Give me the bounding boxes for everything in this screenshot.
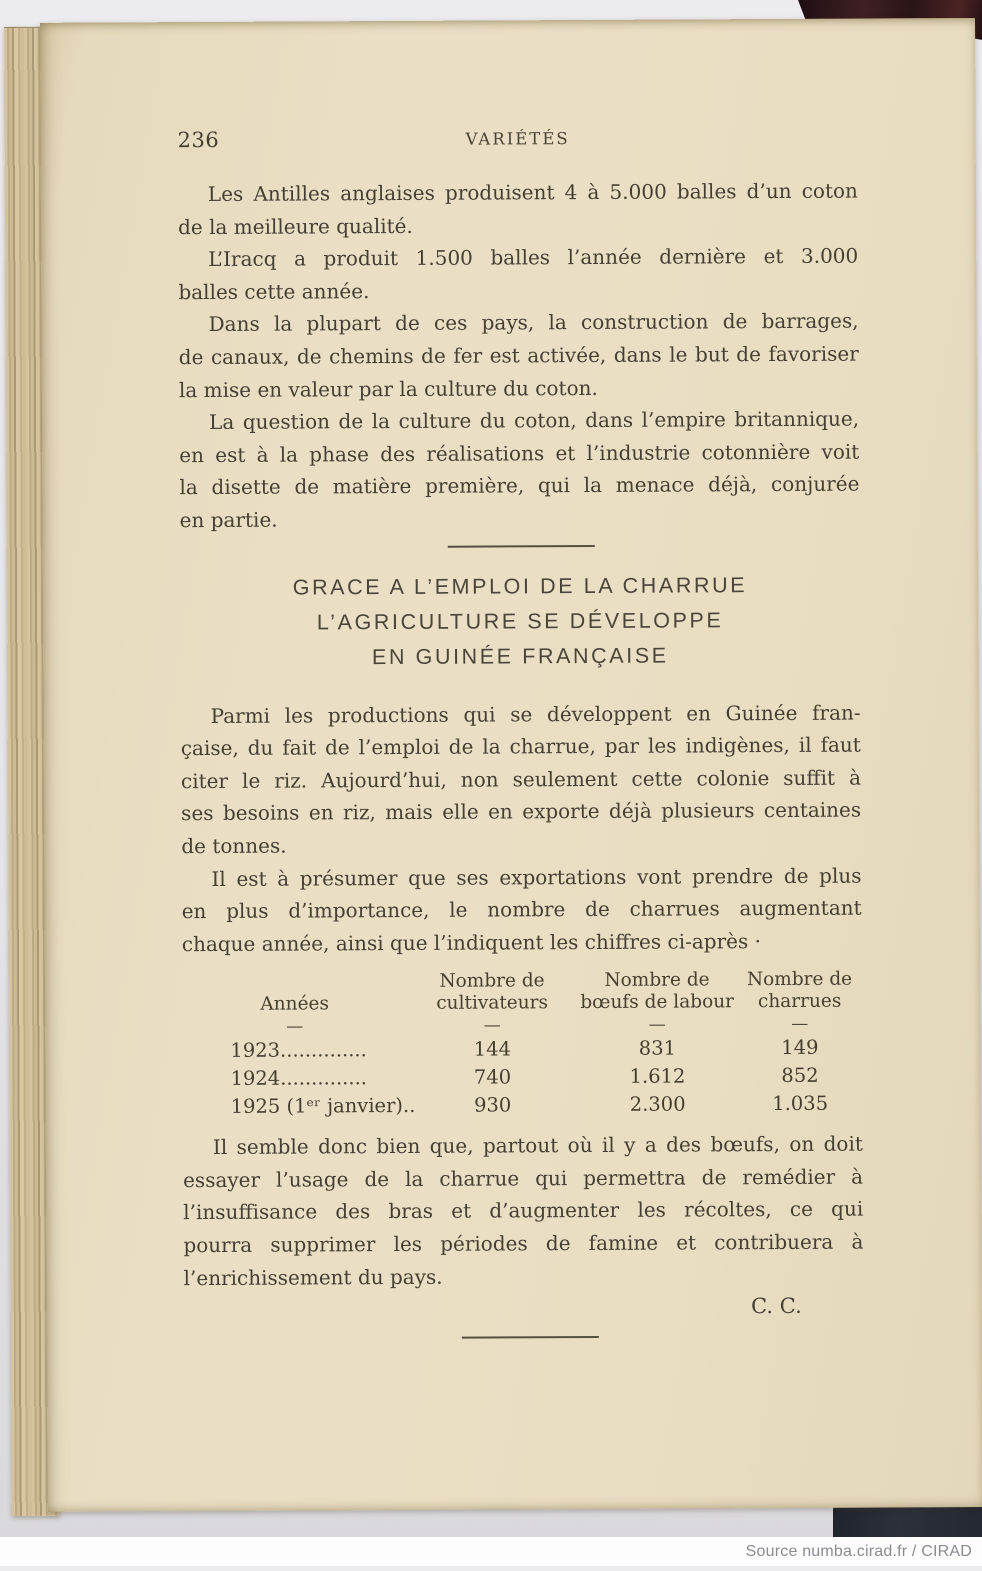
- column-label-line: cultivateurs: [436, 992, 549, 1015]
- table-cell-value: 740: [473, 1065, 512, 1089]
- table-row: [182, 1062, 862, 1094]
- table-cell-value: 144: [473, 1037, 512, 1061]
- paragraph-conclusion: [183, 1128, 864, 1295]
- statistics-table: [182, 969, 863, 1122]
- text-line: Les Antilles anglaises produisent 4 à 5.000 balles d’un coton: [207, 178, 858, 206]
- text-line: L’AGRICULTURE SE DÉVELOPPE: [316, 607, 724, 634]
- end-divider: [462, 1336, 599, 1339]
- paragraph-question-coton: [179, 403, 860, 537]
- running-title: VARIÉTÉS: [465, 129, 570, 149]
- text-line: de tonnes.: [181, 833, 287, 859]
- table-body: [182, 1034, 862, 1122]
- table-column-header: [737, 969, 862, 1035]
- source-credit: Source numba.cirad.fr / CIRAD: [745, 1542, 972, 1560]
- column-label-line: Nombre de: [604, 969, 710, 992]
- article-heading: [180, 567, 861, 676]
- table-cell-value: 852: [781, 1064, 819, 1088]
- table-cell-year: 1924..............: [230, 1066, 367, 1091]
- table-column-header: [577, 970, 737, 1036]
- text-line: en est à la phase des réalisations et l’industrie cotonnière voit: [179, 439, 860, 467]
- table-cell-value: 831: [638, 1036, 677, 1061]
- text-line: ses besoins en riz, mais elle en exporte déjà plusieurs centaines: [181, 797, 862, 826]
- text-line: citer le riz. Aujourd’hui, non seulement cette colonie suffit à: [180, 765, 862, 793]
- table-cell-value: 930: [473, 1093, 512, 1117]
- text-line: La question de la culture du coton, dans l’empire britannique,: [209, 406, 860, 435]
- column-label-line: Années: [260, 993, 329, 1016]
- text-line: l’insuffisance des bras et d’augmenter les récoltes, ce qui: [183, 1197, 864, 1225]
- text-line: de canaux, de chemins de fer est activée, dans le but de favoriser: [178, 341, 859, 370]
- text-line: balles cette année.: [178, 278, 370, 304]
- page-content: [178, 175, 864, 1341]
- section-divider: [448, 545, 595, 548]
- text-line: la disette de matière première, qui la menace déjà, conjurée: [179, 471, 860, 500]
- column-underline-dash: —: [648, 1014, 666, 1035]
- column-underline-dash: —: [286, 1016, 304, 1037]
- text-line: Il semble donc bien que, partout où il y a des bœufs, on doit: [212, 1131, 863, 1160]
- text-line: chaque année, ainsi que l’indiquent les chiffres ci-après ·: [181, 928, 761, 956]
- paragraph-barrages: [178, 305, 859, 406]
- column-underline-dash: —: [483, 1015, 501, 1036]
- table-cell-value: 2.300: [629, 1092, 686, 1117]
- text-line: çaise, du fait de l’emploi de la charrue, par les indigènes, il faut: [180, 732, 861, 761]
- text-line: essayer l’usage de la charrue qui permettra de remédier à: [183, 1164, 864, 1193]
- page-header: [178, 123, 858, 157]
- table-cell-value: 149: [781, 1036, 819, 1060]
- column-underline-dash: —: [791, 1014, 809, 1035]
- text-line: EN GUINÉE FRANÇAISE: [371, 643, 669, 669]
- table-cell-value: 1.612: [629, 1064, 686, 1089]
- paragraph-exportations: [181, 859, 862, 960]
- table-header-row: [182, 969, 862, 1038]
- table-row: [183, 1090, 863, 1122]
- paragraph-antilles: [178, 175, 858, 244]
- column-label-line: Nombre de: [746, 968, 853, 991]
- paragraph-productions: [181, 696, 862, 863]
- column-label-line: charrues: [757, 990, 842, 1013]
- table-cell-year: 1925 (1ᵉʳ janvier)..: [230, 1094, 416, 1119]
- column-label-line: bœufs de labour: [580, 991, 735, 1014]
- text-line: pourra supprimer les périodes de famine et contribuera à: [183, 1229, 864, 1258]
- paragraph-iracq: [178, 240, 858, 309]
- text-line: de la meilleure qualité.: [178, 213, 413, 239]
- text-line: Il est à présumer que ses exportations vont prendre de plus: [211, 863, 862, 891]
- table-column-header: [182, 971, 407, 1037]
- text-line: L’Iracq a produit 1.500 balles l’année dernière et 3.000: [208, 243, 859, 272]
- book-page: [40, 18, 982, 1512]
- text-line: l’enrichissement du pays.: [183, 1264, 443, 1290]
- author-signature: C. C.: [750, 1294, 802, 1319]
- text-line: la mise en valeur par la culture du coton.: [178, 375, 598, 402]
- scan-footer-bar: [0, 1537, 982, 1566]
- table-column-header: [407, 970, 577, 1036]
- page-number: 236: [177, 127, 220, 153]
- table-row: [182, 1034, 862, 1066]
- column-label-line: Nombre de: [439, 970, 545, 993]
- table-cell-value: 1.035: [772, 1092, 829, 1116]
- text-line: en plus d’importance, le nombre de charrues augmentant: [181, 895, 862, 924]
- text-line: en partie.: [179, 507, 278, 533]
- text-line: Dans la plupart de ces pays, la construction de barrages,: [208, 308, 859, 337]
- table-cell-year: 1923..............: [230, 1038, 367, 1063]
- text-line: Parmi les productions qui se développent en Guinée fran-: [210, 700, 861, 728]
- text-line: GRACE A L’EMPLOI DE LA CHARRUE: [292, 572, 748, 600]
